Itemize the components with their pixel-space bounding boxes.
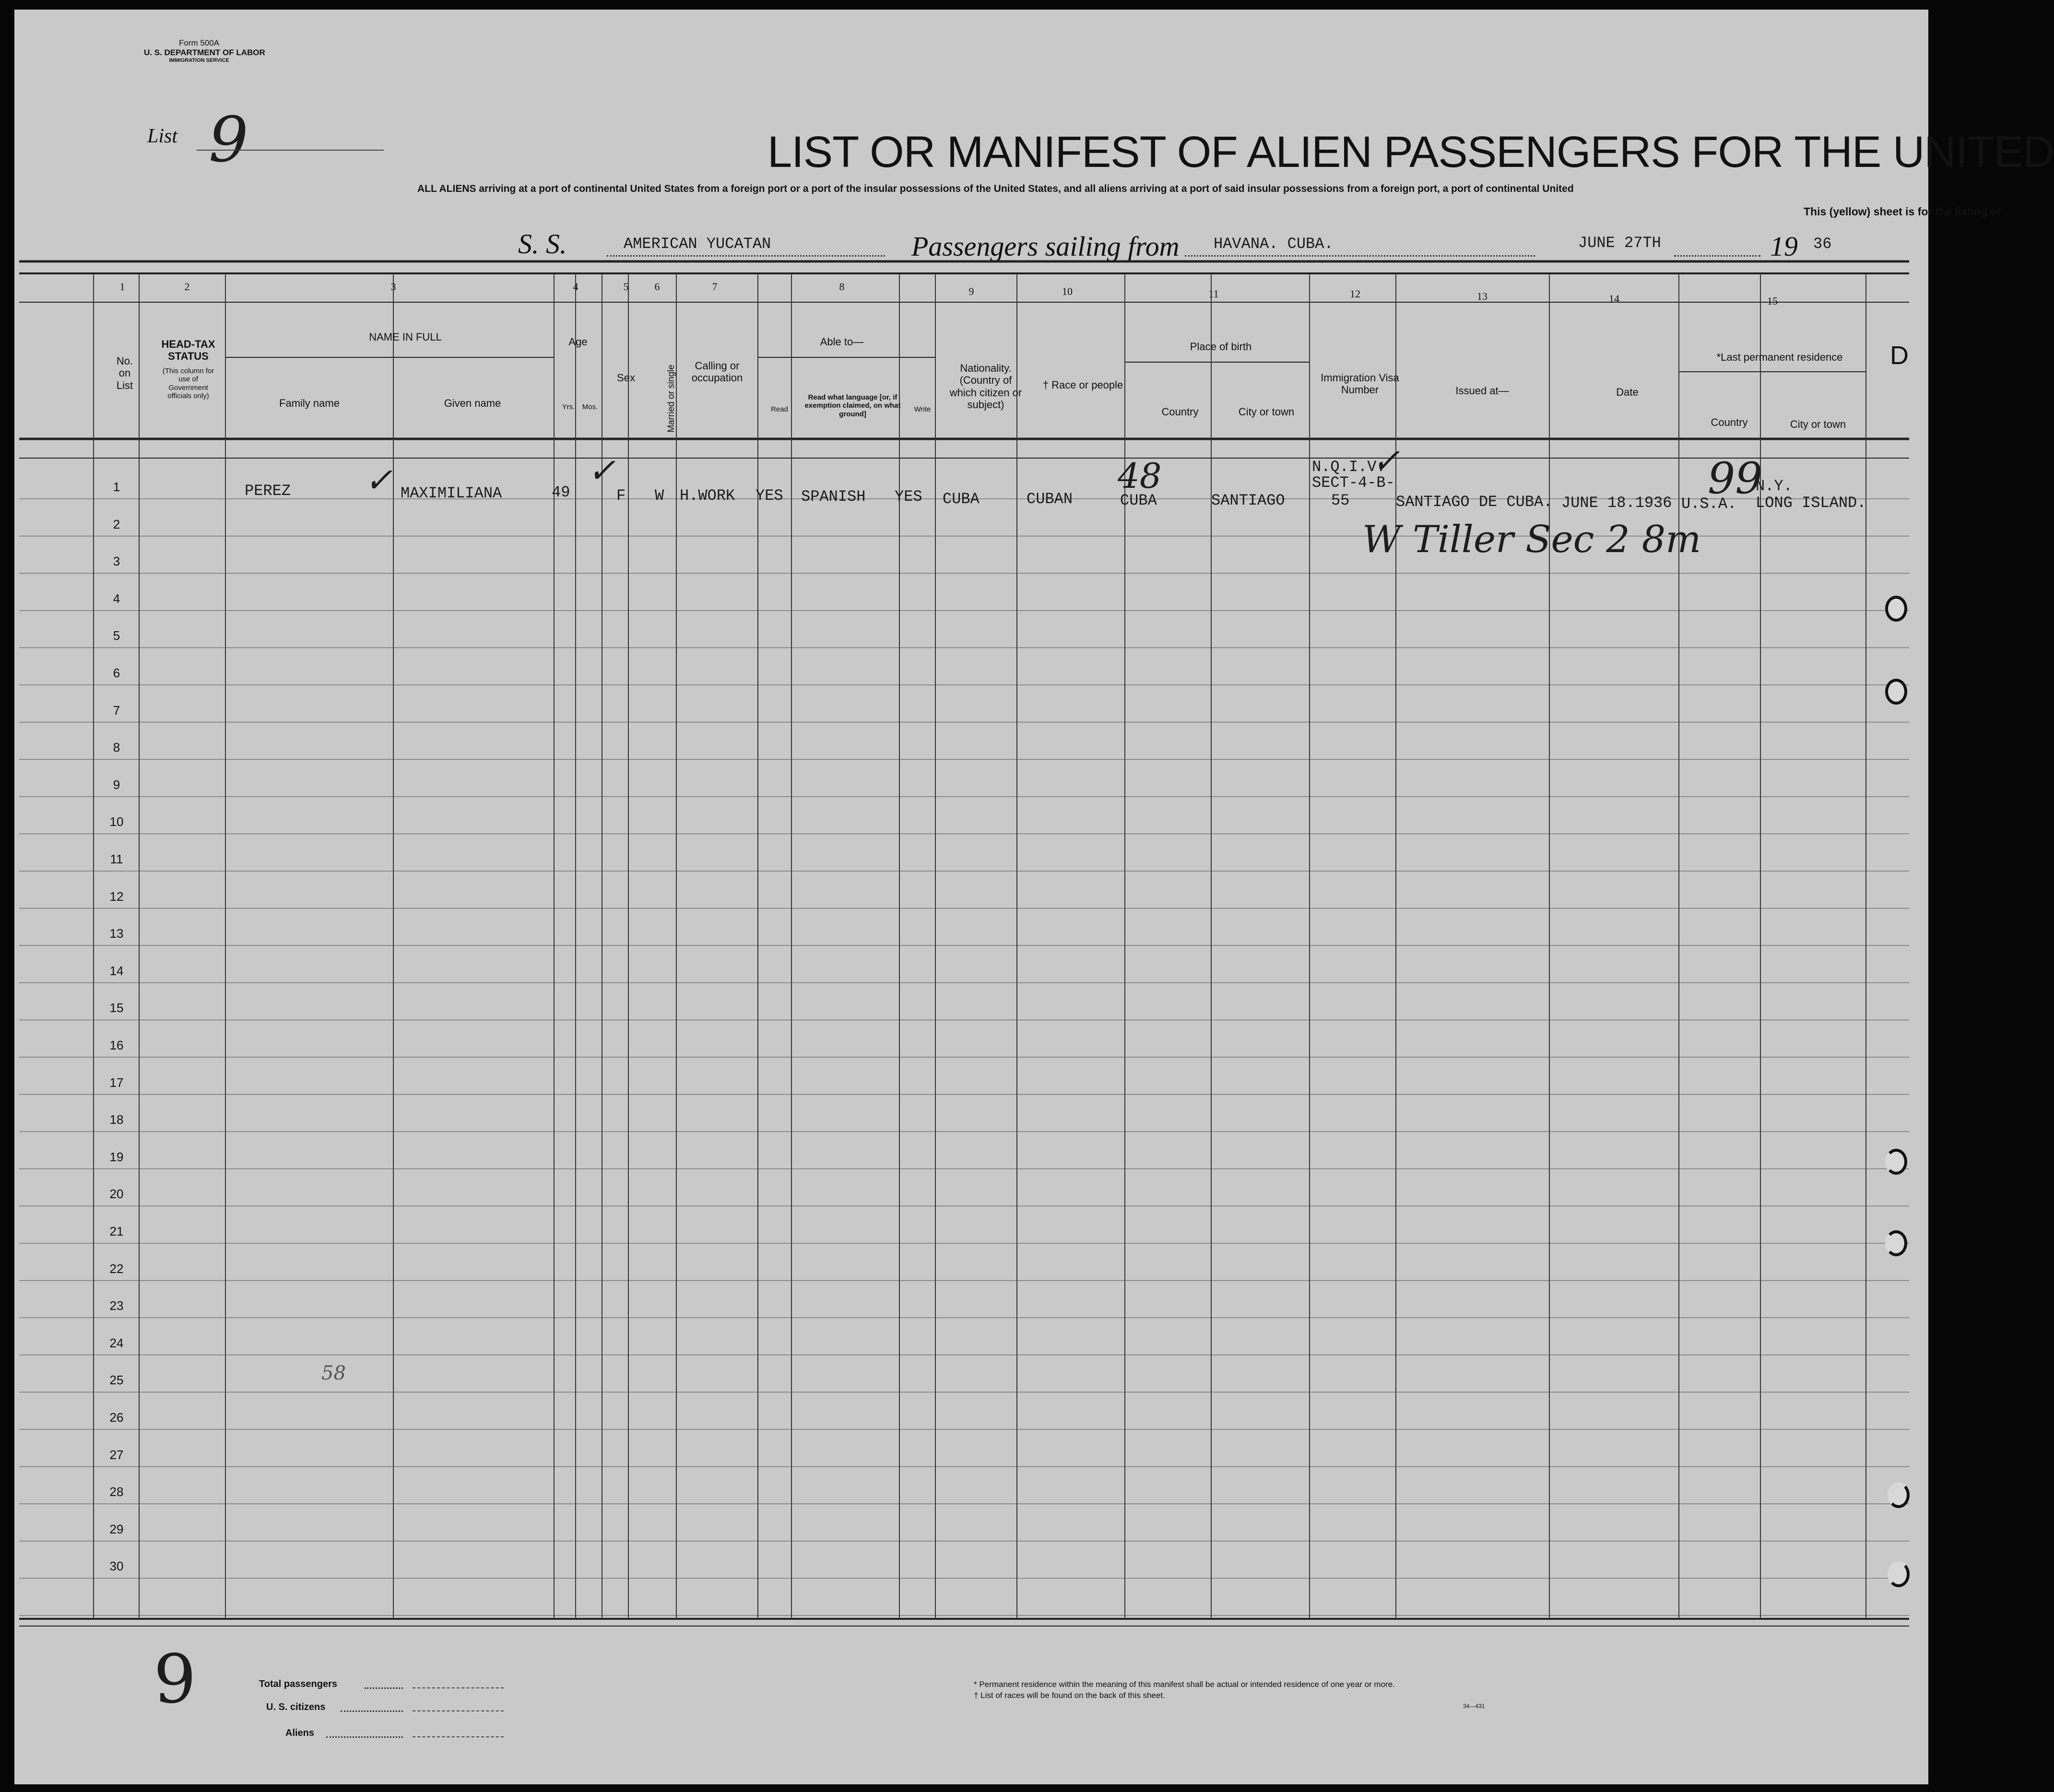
margin-letter: D [1890, 341, 1909, 370]
col-number-13: 13 [1477, 290, 1487, 302]
row-number: 21 [109, 1224, 124, 1238]
row-25-number: 58 [321, 1362, 346, 1384]
header-issued-at: Issued at— [1455, 385, 1509, 397]
row-number: 7 [113, 703, 120, 718]
row-number: 22 [109, 1261, 124, 1276]
year-suffix: 36 [1813, 235, 1832, 253]
res-city-line-2: LONG ISLAND. [1756, 494, 1866, 512]
manifest-title: LIST OR MANIFEST OF ALIEN PASSENGERS FOR THE UNITED [767, 128, 2054, 177]
header-sex: Sex [617, 372, 635, 384]
visa-line-3: 55 [1331, 492, 1350, 509]
row-number: 17 [109, 1075, 124, 1090]
ship-name: AMERICAN YUCATAN [624, 235, 771, 253]
us-citizens-label: U. S. citizens [266, 1702, 326, 1712]
header-head-tax-note: (This column for use of Government officials only) [162, 367, 214, 400]
form-number: Form 500A [178, 38, 220, 47]
row-number: 8 [113, 740, 120, 755]
race: CUBAN [1027, 490, 1073, 508]
punch-hole [1888, 1561, 1910, 1587]
row-number: 24 [109, 1335, 124, 1350]
col-number-7: 7 [712, 281, 718, 293]
year-prefix: 19 [1770, 231, 1798, 262]
sex: F [616, 487, 626, 505]
table-grid [14, 10, 1928, 1784]
col-number-15: 15 [1767, 295, 1778, 307]
row-number: 11 [110, 852, 123, 866]
row-number: 1 [113, 480, 120, 494]
row-number: 15 [109, 1001, 124, 1015]
service-name: IMMIGRATION SERVICE [169, 58, 229, 63]
us-citizens-field [413, 1710, 504, 1711]
marital-status: W [655, 487, 664, 505]
row-number: 16 [109, 1038, 124, 1052]
checkmark-family-name: ✓ [365, 460, 393, 500]
visa-line-1: N.Q.I.V. [1312, 458, 1386, 476]
total-passengers-label: Total passengers [259, 1679, 338, 1689]
header-write: Write [914, 405, 931, 413]
form-code: 34—431 [1463, 1703, 1485, 1709]
row-number: 3 [113, 554, 120, 569]
row-number: 27 [109, 1447, 124, 1462]
row-number: 18 [109, 1112, 124, 1127]
birth-country-mark: 48 [1118, 456, 1162, 496]
header-able-to: Able to— [820, 336, 864, 348]
row-number: 4 [113, 591, 120, 606]
row-number: 9 [113, 777, 120, 792]
row-number: 28 [109, 1485, 124, 1499]
age-years: 49 [552, 483, 570, 501]
total-passengers-field [413, 1687, 504, 1688]
row-number: 6 [113, 666, 120, 680]
col-number-11: 11 [1208, 288, 1219, 300]
sailing-label: Passengers sailing from [911, 231, 1180, 262]
nationality: CUBA [943, 490, 980, 508]
header-place-of-birth: Place of birth [1190, 341, 1252, 353]
birth-country: CUBA [1120, 492, 1157, 509]
col-number-3: 3 [390, 281, 396, 293]
subtitle-line-1: ALL ALIENS arriving at a port of continental United States from a foreign port or a port of the insular possessions of the United States, and all aliens arriving at a port of said insular possessions from a foreign port, a port of continental United [417, 183, 1574, 194]
header-married-or-single: Married or single [666, 365, 677, 433]
punch-hole [1888, 1482, 1910, 1508]
row-number: 29 [109, 1521, 124, 1536]
header-read: Read [771, 405, 788, 413]
port-name: HAVANA. CUBA. [1214, 235, 1334, 253]
list-label: List [147, 125, 178, 147]
row-number: 5 [113, 628, 120, 643]
footnote-races: † List of races will be found on the back of this sheet. [974, 1691, 1165, 1700]
visa-line-2: SECT-4-B- [1312, 474, 1395, 492]
res-city-line-1: N.Y. [1756, 477, 1793, 495]
header-name-in-full: NAME IN FULL [369, 331, 442, 343]
footnote-residence: * Permanent residence within the meaning of this manifest shall be actual or intended residence of one year or more. [974, 1680, 1395, 1689]
col-number-5: 5 [623, 281, 629, 293]
department-name: U. S. DEPARTMENT OF LABOR [144, 48, 265, 57]
header-birth-country: Country [1161, 406, 1199, 418]
row-number: 30 [109, 1559, 124, 1574]
family-name: PEREZ [245, 482, 291, 500]
given-name: MAXIMILIANA [401, 484, 502, 502]
checkmark-age: ✓ [588, 451, 616, 490]
header-birth-city: City or town [1238, 406, 1295, 418]
checkmark-visa: ✓ [1372, 441, 1400, 481]
col-number-2: 2 [184, 281, 190, 293]
can-write: YES [895, 488, 922, 506]
list-number: 9 [209, 103, 248, 176]
header-yrs: Yrs. [562, 403, 575, 411]
header-head-tax: HEAD-TAX STATUS [161, 338, 215, 363]
row-number: 19 [109, 1149, 124, 1164]
residence-mark: 99 [1708, 453, 1763, 504]
res-country: U.S.A. [1681, 495, 1737, 513]
manifest-sheet [14, 10, 2054, 1784]
header-calling: Calling or occupation [691, 360, 743, 384]
language: SPANISH [801, 488, 866, 506]
header-res-country: Country [1711, 416, 1748, 428]
bottom-left-number: 9 [153, 1640, 197, 1719]
punch-hole [1885, 1230, 1907, 1256]
col-number-9: 9 [968, 285, 974, 297]
header-nationality: Nationality. (Country of which citizen or subject) [949, 362, 1022, 411]
header-mos: Mos. [582, 403, 598, 411]
col-number-12: 12 [1350, 288, 1360, 300]
punch-hole [1885, 679, 1907, 705]
birth-city: SANTIAGO [1211, 492, 1285, 509]
header-age: Age [568, 336, 588, 348]
row-number: 26 [109, 1410, 124, 1425]
header-visa-number: Immigration Visa Number [1321, 372, 1399, 396]
col-number-14: 14 [1609, 293, 1619, 305]
row-2-handwritten-note: W Tiller Sec 2 8m [1362, 518, 1701, 561]
row-number: 23 [109, 1298, 124, 1313]
punch-hole [1885, 1149, 1907, 1175]
col-number-4: 4 [573, 281, 578, 293]
col-number-1: 1 [119, 281, 125, 293]
total-passengers-dots [365, 1687, 403, 1689]
col-number-8: 8 [839, 281, 845, 293]
row-number: 2 [113, 517, 120, 531]
aliens-dots [326, 1736, 403, 1738]
ss-label: S. S. [518, 228, 567, 259]
col-number-10: 10 [1062, 285, 1073, 297]
row-number: 25 [109, 1373, 124, 1388]
row-number: 13 [109, 926, 124, 941]
row-number: 12 [109, 889, 124, 904]
visa-date: JUNE 18.1936 [1561, 494, 1672, 512]
issued-at: SANTIAGO DE CUBA. [1396, 493, 1553, 511]
sailing-date: JUNE 27TH [1578, 234, 1661, 252]
header-date: Date [1616, 386, 1639, 398]
header-read-language: Read what language [or, if exemption claimed, on what ground] [804, 393, 901, 418]
col-number-6: 6 [654, 281, 660, 293]
header-race: † Race or people [1042, 379, 1123, 391]
aliens-label: Aliens [285, 1728, 315, 1738]
occupation: H.WORK [680, 487, 735, 505]
punch-hole [1885, 596, 1907, 622]
header-family-name: Family name [279, 397, 340, 409]
row-number: 10 [109, 814, 124, 829]
aliens-field [413, 1736, 504, 1737]
header-no-on-list: No. on List [116, 355, 133, 391]
can-read: YES [755, 487, 783, 505]
header-given-name: Given name [444, 397, 501, 409]
header-last-residence: *Last permanent residence [1716, 351, 1843, 363]
row-number: 14 [109, 963, 124, 978]
us-citizens-dots [341, 1710, 403, 1712]
row-number: 20 [109, 1187, 124, 1202]
subtitle-line-2: This (yellow) sheet is for the listing of [1804, 205, 2001, 218]
header-res-city: City or town [1790, 418, 1846, 430]
